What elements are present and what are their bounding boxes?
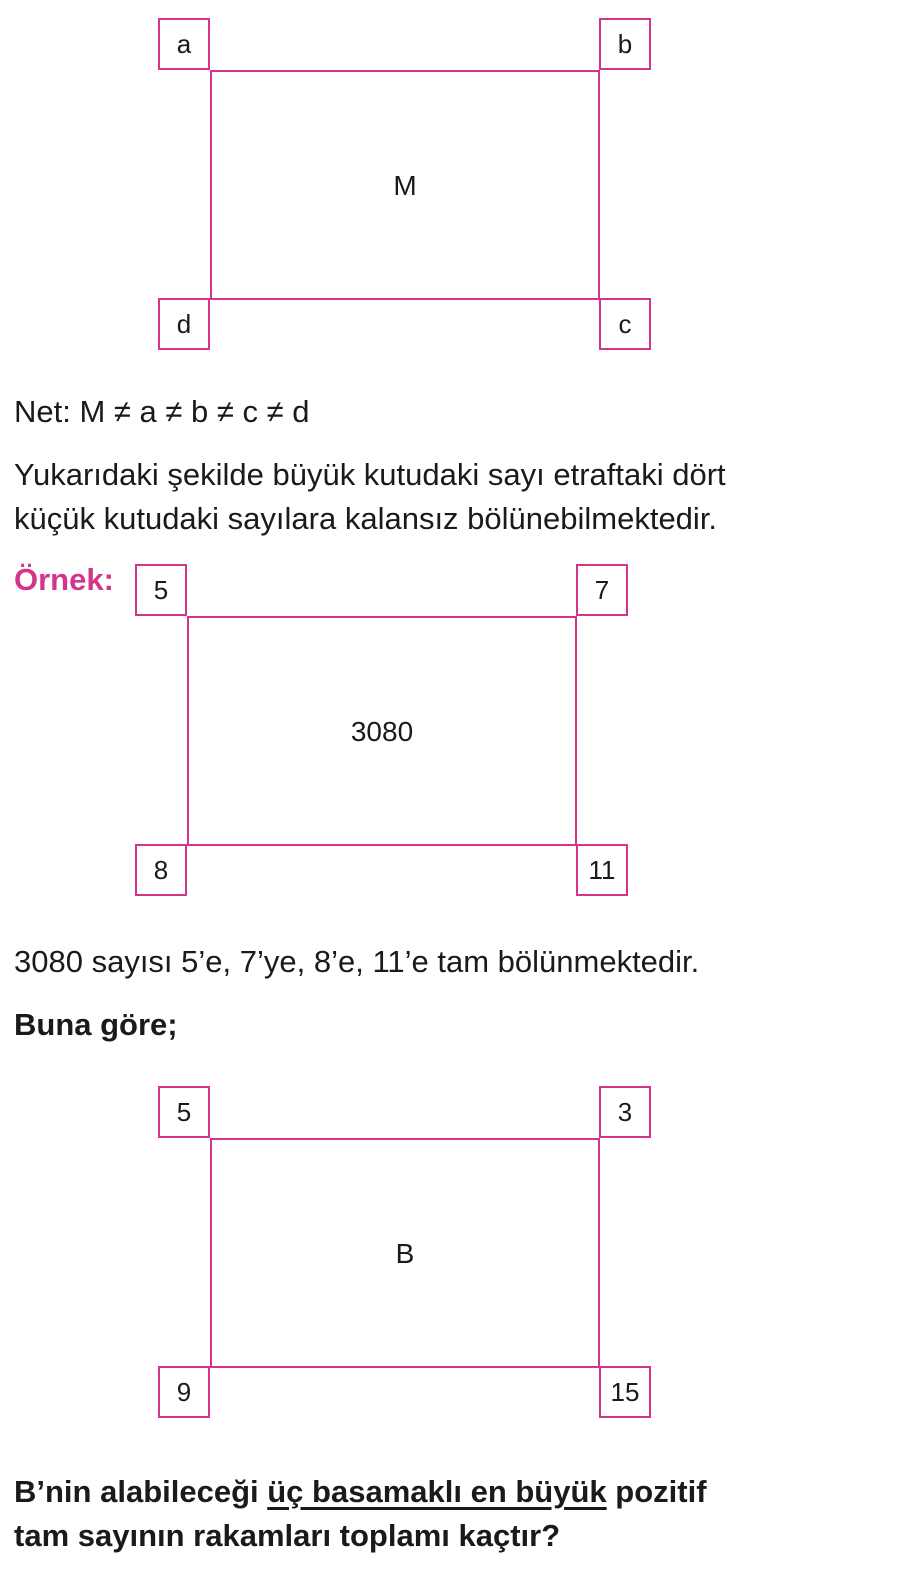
corner-box-top-right: 3 [599,1086,651,1138]
question-line-2: tam sayının rakamları toplamı kaçtır? [14,1518,561,1553]
corner-box-top-left: a [158,18,210,70]
buna-gore: Buna göre; [14,1007,178,1042]
question-part-2: pozitif [606,1474,707,1509]
corner-box-bottom-left: 8 [135,844,187,896]
example-label: Örnek: [14,562,114,597]
corner-box-bottom-left: 9 [158,1366,210,1418]
question-part-1: B’nin alabileceği [14,1474,268,1509]
corner-box-top-right: b [599,18,651,70]
question-line-1 [14,1470,707,1514]
description-line-2: küçük kutudaki sayılara kalansız bölünebilmektedir. [14,501,718,536]
corner-box-top-left: 5 [158,1086,210,1138]
center-label: 3080 [350,716,414,747]
corner-box-bottom-left: d [158,298,210,350]
net-line: Net: M ≠ a ≠ b ≠ c ≠ d [14,394,310,429]
corner-box-bottom-right: 11 [576,844,628,896]
corner-box-bottom-right: 15 [599,1366,651,1418]
question-underlined: üç basamaklı en büyük [267,1474,607,1509]
center-label: B [395,1238,415,1269]
description-line-1: Yukarıdaki şekilde büyük kutudaki sayı etraftaki dört [14,457,726,492]
example-text: 3080 sayısı 5’e, 7’ye, 8’e, 11’e tam bölünmektedir. [14,944,700,979]
corner-box-top-right: 7 [576,564,628,616]
corner-box-top-left: 5 [135,564,187,616]
corner-box-bottom-right: c [599,298,651,350]
center-label: M [393,170,417,201]
